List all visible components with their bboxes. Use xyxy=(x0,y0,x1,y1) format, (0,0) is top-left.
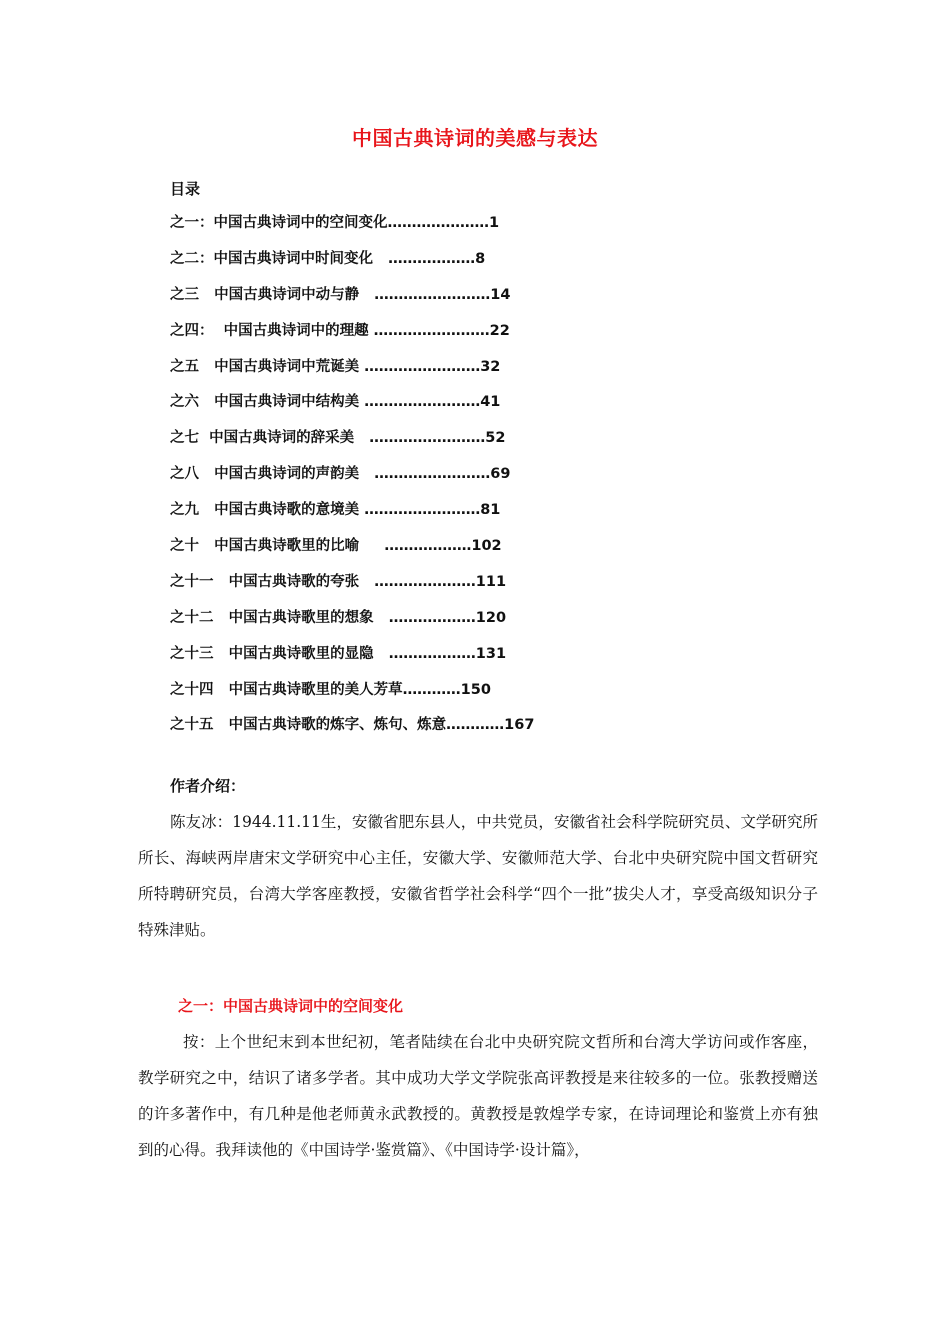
toc-entry[interactable]: 之十二 中国古典诗歌里的想象 ………………120 xyxy=(170,609,507,626)
table-of-contents xyxy=(170,213,790,751)
toc-entry[interactable]: 之九 中国古典诗歌的意境美 ……………………81 xyxy=(170,502,501,519)
document-title: 中国古典诗词的美感与表达 xyxy=(352,126,598,150)
toc-entry[interactable]: 之五 中国古典诗词中荒诞美 ……………………32 xyxy=(170,358,501,375)
toc-entry[interactable]: 之二：中国古典诗词中时间变化 ………………8 xyxy=(170,250,486,267)
toc-entry[interactable]: 之十 中国古典诗歌里的比喻 ………………102 xyxy=(170,538,502,555)
toc-entry[interactable]: 之七 中国古典诗词的辞采美 ……………………52 xyxy=(170,430,506,447)
toc-entry[interactable]: 之十四 中国古典诗歌里的美人芳草…………150 xyxy=(170,681,491,698)
toc-entry[interactable]: 之十一 中国古典诗歌的夸张 …………………111 xyxy=(170,573,507,590)
section-body: 按：上个世纪末到本世纪初，笔者陆续在台北中央研究院文哲所和台湾大学访问或作客座，教学研究之中，结识了诸多学者。其中成功大学文学院张高评教授是来往较多的一位。张教授赠送的许多著作中，有几种是他老师黄永武教授的。黄教授是敦煌学专家，在诗词理论和鉴赏上亦有独到的心得。我拜读他的《中国诗学·鉴赏篇》、《中国诗学·设计篇》， xyxy=(138,1033,818,1159)
toc-entry[interactable]: 之八 中国古典诗词的声韵美 ……………………69 xyxy=(170,466,511,483)
toc-heading: 目录 xyxy=(170,180,201,198)
toc-entry[interactable]: 之十五 中国古典诗歌的炼字、炼句、炼意…………167 xyxy=(170,717,535,734)
toc-entry[interactable]: 之六 中国古典诗词中结构美 ……………………41 xyxy=(170,394,501,411)
toc-entry[interactable]: 之十三 中国古典诗歌里的显隐 ………………131 xyxy=(170,645,507,662)
toc-entry[interactable]: 之四： 中国古典诗词中的理趣 ……………………22 xyxy=(170,322,510,339)
toc-entry[interactable]: 之一：中国古典诗词中的空间变化…………………1 xyxy=(170,215,500,231)
author-biography: 陈友冰：1944.11.11生，安徽省肥东县人，中共党员，安徽省社会科学院研究员、文学研究所所长、海峡两岸唐宋文学研究中心主任，安徽大学、安徽师范大学、台北中央研究院中国文哲研究所特聘研究员，台湾大学客座教授，安徽省哲学社会科学“四个一批”拔尖人才，享受高级知识分子特殊津贴。 xyxy=(138,813,818,939)
author-heading: 作者介绍： xyxy=(170,777,246,795)
section-heading: 之一：中国古典诗词中的空间变化 xyxy=(178,997,404,1015)
toc-entry[interactable]: 之三 中国古典诗词中动与静 ……………………14 xyxy=(170,286,511,303)
